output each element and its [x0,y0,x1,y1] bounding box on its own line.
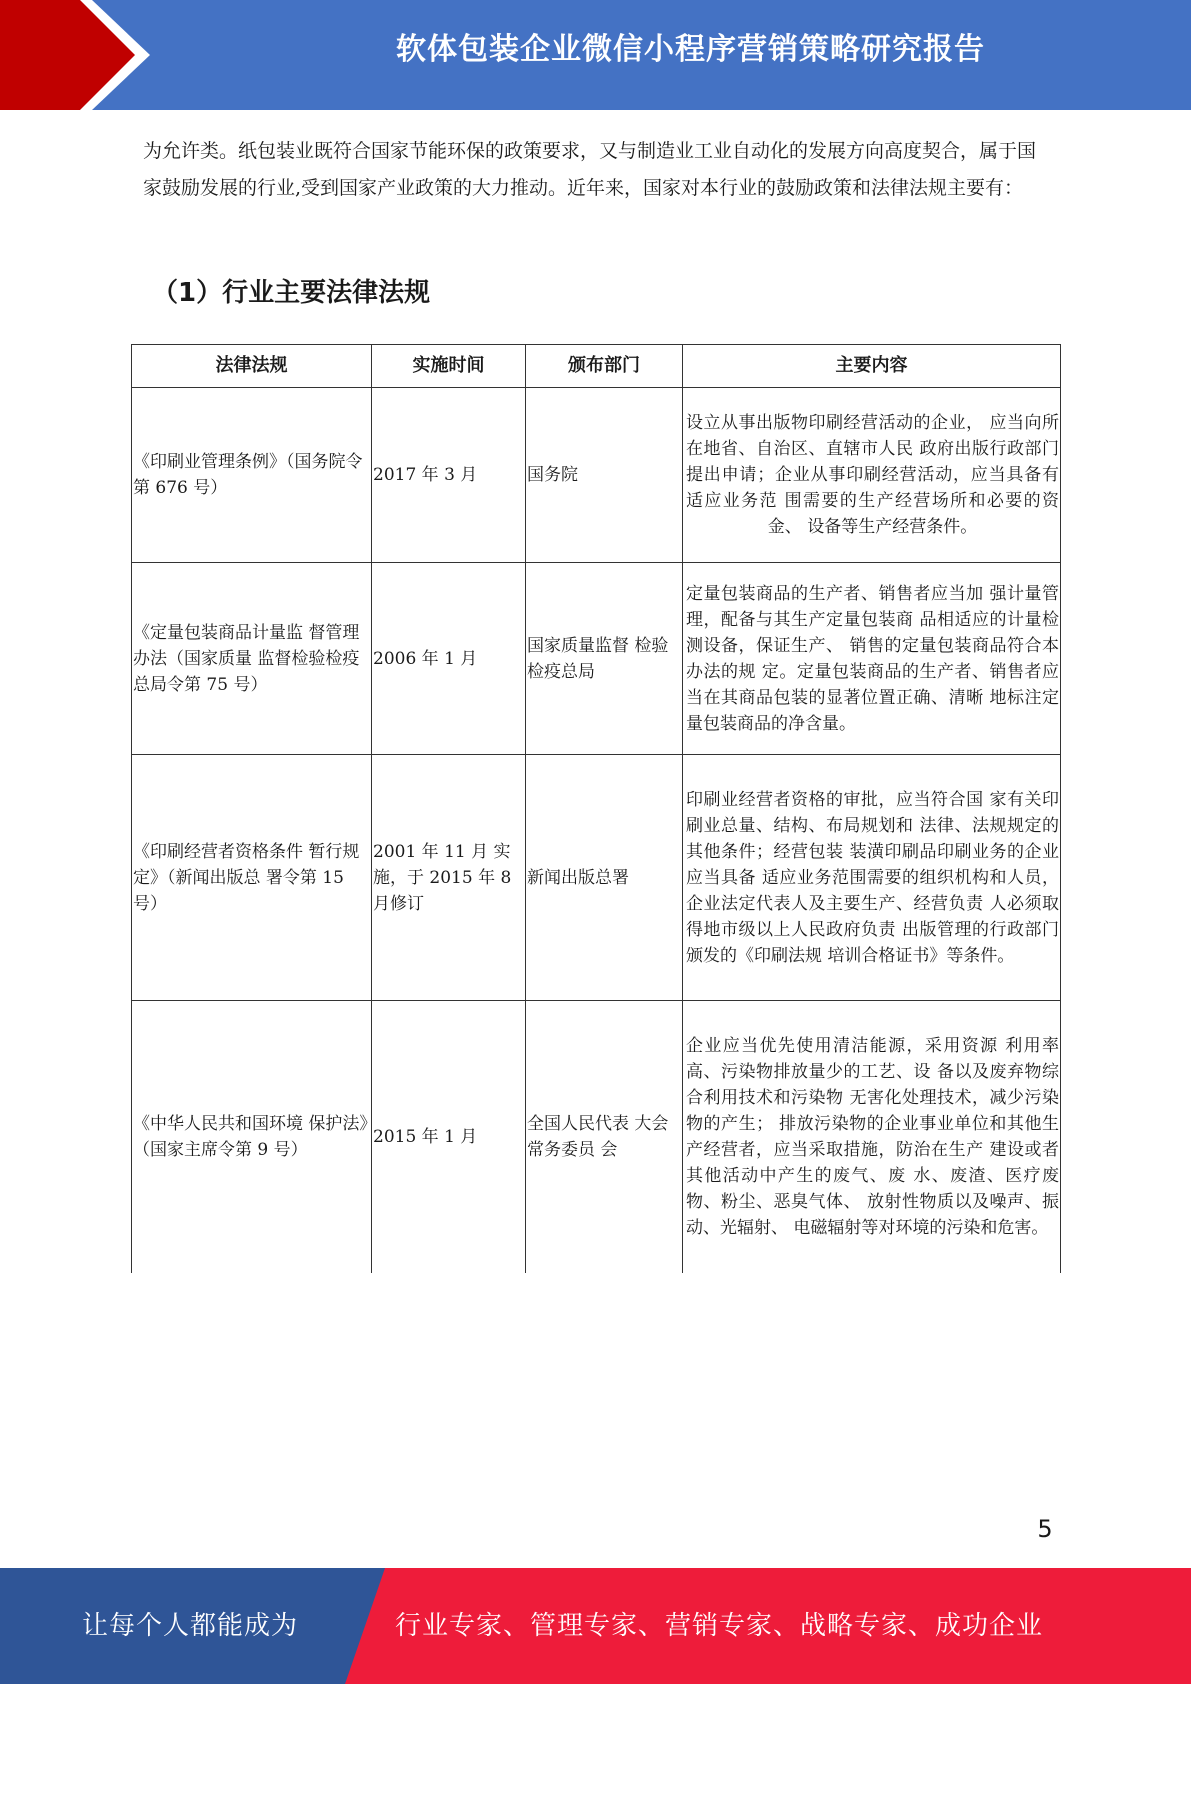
content-cell: 企业应当优先使用清洁能源，采用资源 利用率高、污染物排放量少的工艺、设 备以及废弃物综合利用技术和污染物 无害化处理技术，减少污染物的产生； 排放污染物的企业事业单位和其他生 产经营者，应当采取措施，防治在生产 建设或者其他活动中产生的废气、废 水、废渣、医疗废物、粉尘、恶臭气体、 放射性物质以及噪声、振动、光辐射、 电磁辐射等对环境的污染和危害。 [683,1001,1061,1273]
date-cell: 2015 年 1 月 [372,1001,526,1273]
footer-banner [0,1568,1191,1757]
intro-paragraph: 为允许类。纸包装业既符合国家节能环保的政策要求，又与制造业工业自动化的发展方向高度契合，属于国家鼓励发展的行业,受到国家产业政策的大力推动。近年来，国家对本行业的鼓励政策和法律法规主要有： [143,140,1037,199]
department-cell: 国务院 [526,388,683,563]
page-number: 5 [1037,1515,1053,1543]
document-title: 软体包装企业微信小程序营销策略研究报告 [396,32,985,67]
header-banner [0,0,1191,110]
law-name-cell: 《中华人民共和国环境 保护法》（国家主席令第 9 号） [132,1001,372,1273]
column-header-law: 法律法规 [132,345,372,388]
law-name-cell: 《印刷业管理条例》（国务院令第 676 号） [132,388,372,563]
date-cell: 2017 年 3 月 [372,388,526,563]
law-name-cell: 《定量包装商品计量监 督管理办法（国家质量 监督检验检疫总局令第 75 号） [132,563,372,755]
content-cell: 印刷业经营者资格的审批，应当符合国 家有关印刷业总量、结构、布局规划和 法律、法规规定的其他条件；经营包装 装潢印刷品印刷业务的企业应当具备 适应业务范围需要的组织机构和人员， 企业法定代表人及主要生产、经营负责 人必须取得地市级以上人民政府负责 出版管理的行政部门颁发的《印刷法规 培训合格证书》等条件。 [683,755,1061,1001]
section-heading: （1）行业主要法律法规 [152,278,431,308]
content-cell: 设立从事出版物印刷经营活动的企业， 应当向所在地省、自治区、直辖市人民 政府出版行政部门提出申请；企业从事印刷经营活动，应当具备有适应业务范 围需要的生产经营场所和必要的资金、 设备等生产经营条件。 [683,388,1061,563]
date-cell: 2001 年 11 月 实施，于 2015 年 8 月修订 [372,755,526,1001]
table-row [132,755,1061,1001]
table-row [132,563,1061,755]
column-header-department: 颁布部门 [526,345,683,388]
law-name-cell: 《印刷经营者资格条件 暂行规定》（新闻出版总 署令第 15 号） [132,755,372,1001]
department-cell: 全国人民代表 大会常务委员 会 [526,1001,683,1273]
content-cell: 定量包装商品的生产者、销售者应当加 强计量管理，配备与其生产定量包装商 品相适应的计量检测设备，保证生产、 销售的定量包装商品符合本办法的规 定。定量包装商品的生产者、销售者应 当在其商品包装的显著位置正确、清晰 地标注定量包装商品的净含量。 [683,563,1061,755]
footer-slogan-left: 让每个人都能成为 [81,1611,298,1641]
laws-table [131,344,1061,1273]
table-header-row [132,345,1061,388]
chevron-arrow-icon [0,0,135,110]
table-row [132,388,1061,563]
department-cell: 新闻出版总署 [526,755,683,1001]
footer-slogan-right: 行业专家、管理专家、营销专家、战略专家、成功企业家…… [395,1611,1044,1757]
date-cell: 2006 年 1 月 [372,563,526,755]
department-cell: 国家质量监督 检验检疫总局 [526,563,683,755]
column-header-date: 实施时间 [372,345,526,388]
column-header-content: 主要内容 [683,345,1061,388]
table-row [132,1001,1061,1273]
